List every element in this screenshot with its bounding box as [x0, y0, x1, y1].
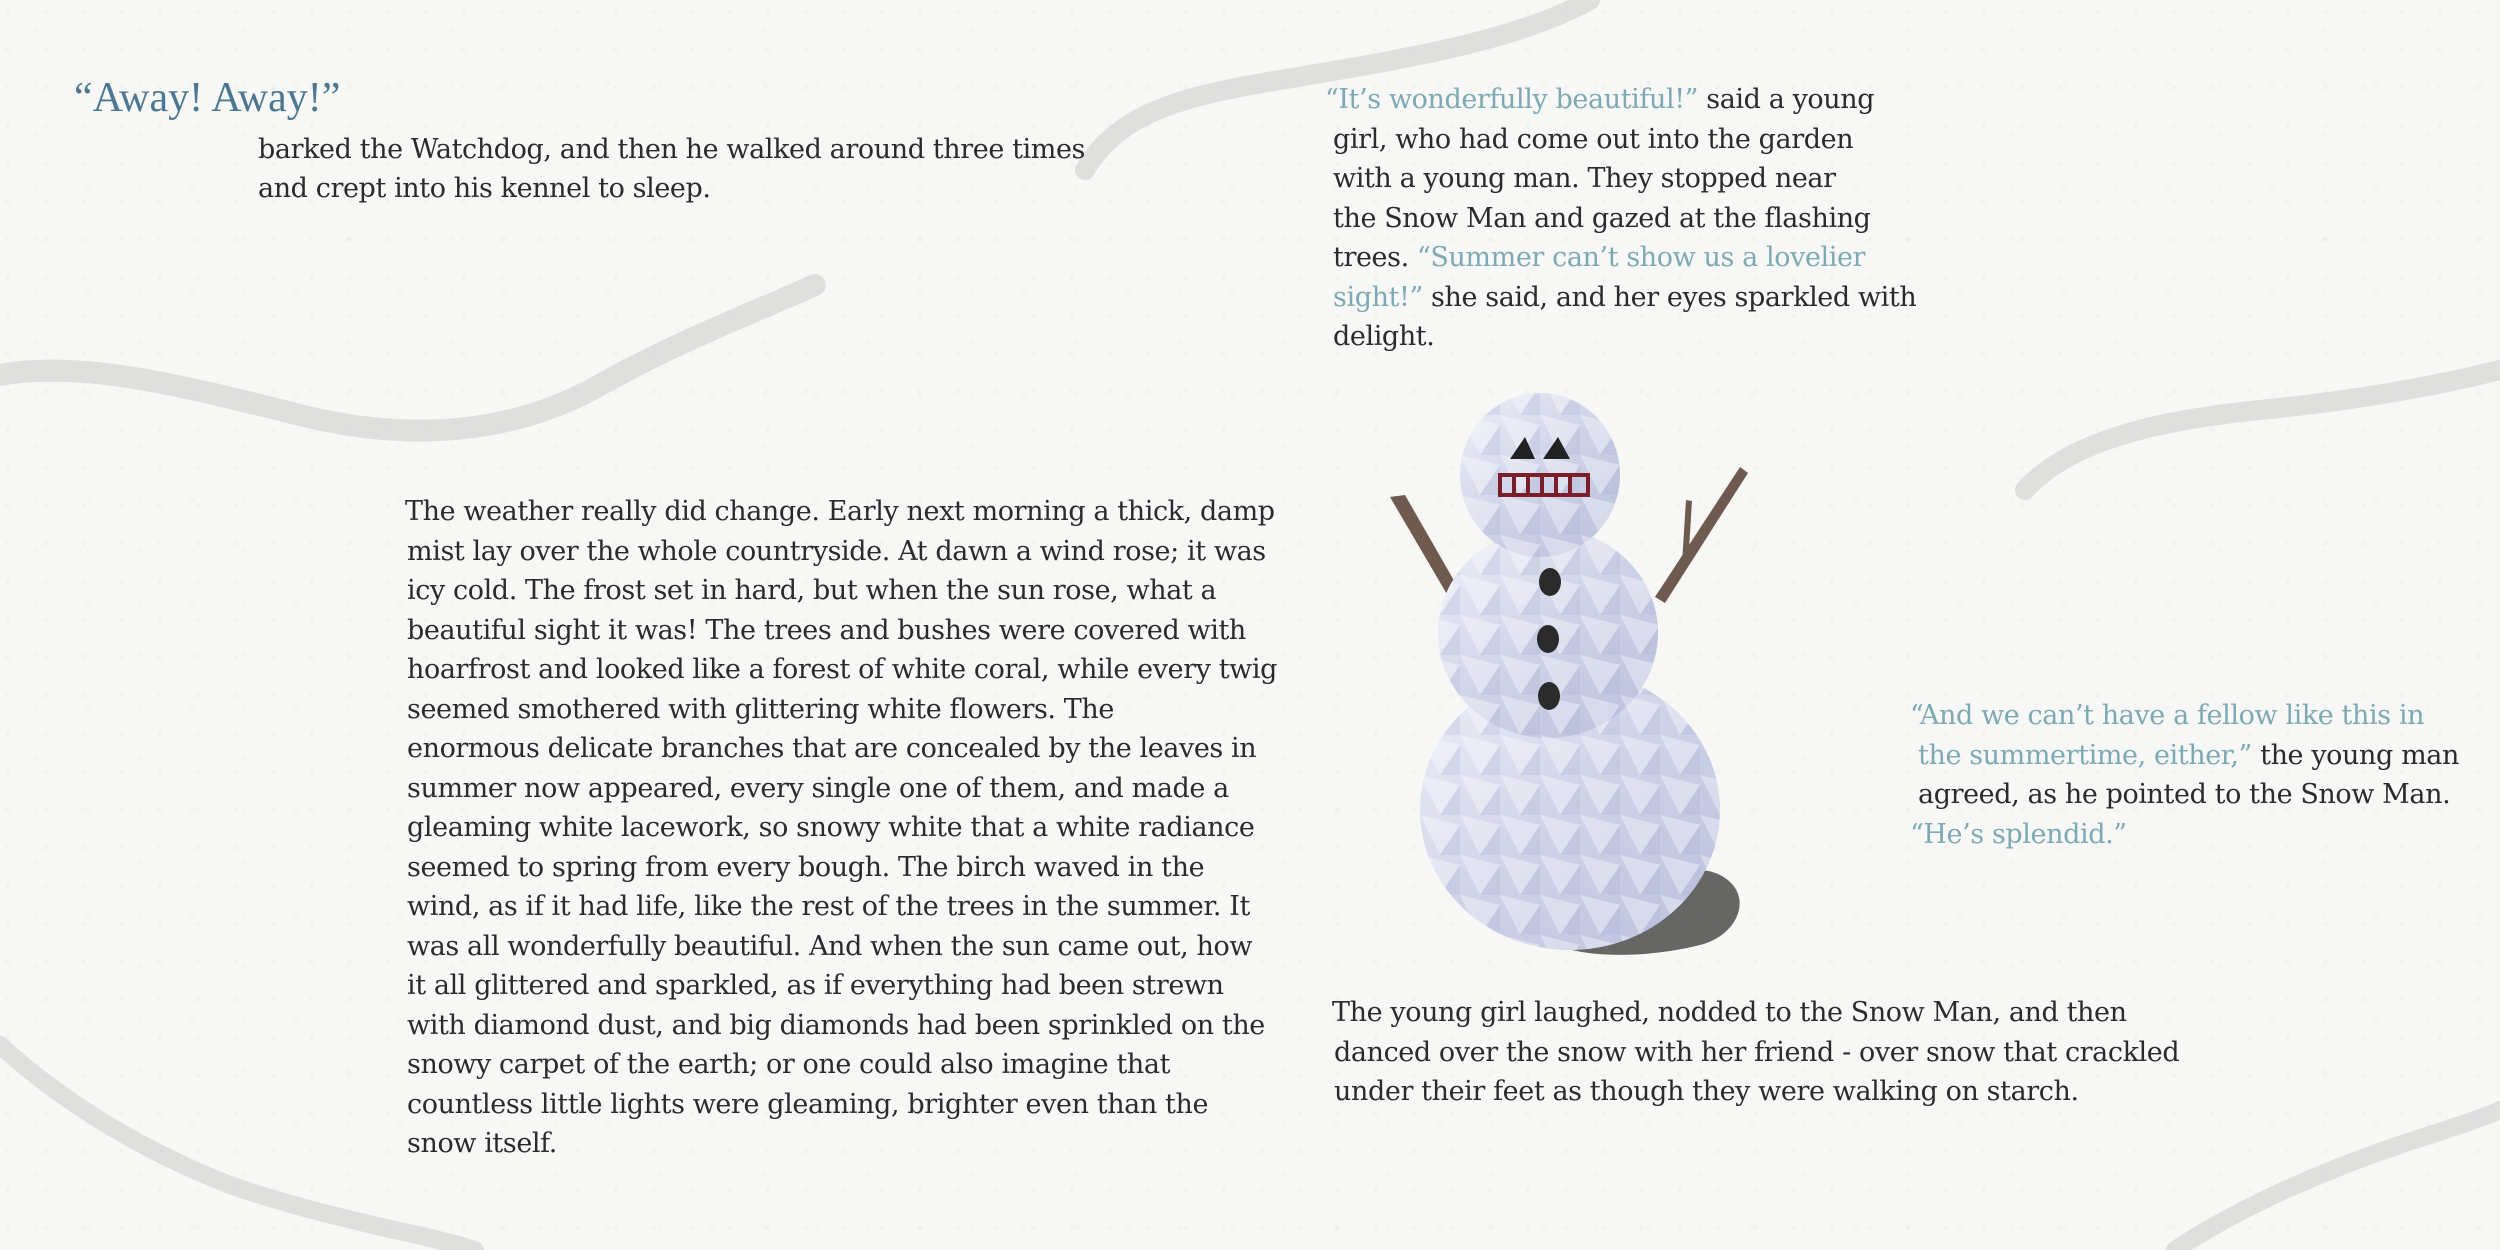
- button-3: [1538, 682, 1560, 710]
- main-line: it all glittered and sparkled, as if everything had been strewn: [407, 970, 1224, 1001]
- intro-line-2: and crept into his kennel to sleep.: [258, 173, 711, 204]
- quote-text: “Summer can’t show us a lovelier: [1416, 242, 1866, 273]
- closing-line: The young girl laughed, nodded to the Snow Man, and then: [1332, 997, 2127, 1028]
- quote-text: sight!”: [1333, 281, 1423, 313]
- narration-text: trees.: [1333, 242, 1417, 273]
- narration-text: said a young: [1698, 84, 1875, 115]
- quote-text: “He’s splendid.”: [1910, 818, 2127, 850]
- swoosh-left: [0, 285, 815, 431]
- main-line: enormous delicate branches that are concealed by the leaves in: [407, 733, 1257, 764]
- main-line: seemed to spring from every bough. The birch waved in the: [407, 851, 1205, 883]
- closing-line: under their feet as though they were walking on starch.: [1334, 1076, 2079, 1107]
- snowman-icon: [1380, 375, 1760, 965]
- narration-text: the young man: [2251, 739, 2459, 771]
- quote-text: the summertime, either,”: [1918, 739, 2252, 771]
- narration-text: she said, and her eyes sparkled with: [1422, 281, 1917, 313]
- button-2: [1537, 625, 1559, 653]
- dialogue-line: [1325, 80, 1874, 120]
- quote-text: “It’s wonderfully beautiful!”: [1325, 84, 1699, 115]
- dialogue-line: [1333, 278, 1916, 318]
- right-branch: [1655, 467, 1748, 603]
- dialogue-line: [1918, 736, 2459, 776]
- main-line: beautiful sight it was! The trees and bushes were covered with: [407, 614, 1246, 646]
- main-line: mist lay over the whole countryside. At dawn a wind rose; it was: [407, 535, 1266, 567]
- main-line: icy cold. The frost set in hard, but when the sun rose, what a: [407, 575, 1217, 606]
- dialogue-line: with a young man. They stopped near: [1333, 163, 1836, 194]
- main-line: wind, as if it had life, like the rest of the trees in the summer. It: [407, 891, 1250, 922]
- main-line: countless little lights were gleaming, brighter even than the: [407, 1088, 1209, 1120]
- swoosh-bottom-left: [0, 1045, 475, 1250]
- dialogue-line: delight.: [1333, 321, 1435, 352]
- dialogue-line: [1910, 696, 2424, 736]
- quote-text: “And we can’t have a fellow like this in: [1910, 700, 2425, 731]
- main-line: snowy carpet of the earth; or one could also imagine that: [407, 1049, 1171, 1080]
- main-line: with diamond dust, and big diamonds had been sprinkled on the: [407, 1009, 1265, 1041]
- main-line: was all wonderfully beautiful. And when the sun came out, how: [407, 930, 1253, 962]
- page-heading: “Away! Away!”: [74, 75, 341, 121]
- main-line: The weather really did change. Early next morning a thick, damp: [405, 496, 1275, 527]
- swoosh-right: [2025, 370, 2500, 490]
- main-line: summer now appeared, every single one of them, and made a: [407, 772, 1229, 804]
- dialogue-line: the Snow Man and gazed at the flashing: [1333, 202, 1871, 234]
- swoosh-bottom-right: [2175, 1110, 2500, 1250]
- main-line: snow itself.: [407, 1128, 557, 1159]
- dialogue-line: agreed, as he pointed to the Snow Man.: [1918, 779, 2451, 810]
- main-line: seemed smothered with glittering white flowers. The: [407, 693, 1114, 725]
- dialogue-line: girl, who had come out into the garden: [1333, 123, 1854, 155]
- main-line: hoarfrost and looked like a forest of white coral, while every twig: [407, 654, 1278, 685]
- button-1: [1539, 568, 1561, 596]
- main-line: gleaming white lacework, so snowy white that a white radiance: [407, 812, 1255, 843]
- closing-line: danced over the snow with her friend - over snow that crackled: [1334, 1036, 2180, 1068]
- dialogue-line: [1333, 238, 1865, 278]
- dialogue-line: [1910, 815, 2127, 855]
- intro-line-1: barked the Watchdog, and then he walked around three times: [258, 134, 1085, 165]
